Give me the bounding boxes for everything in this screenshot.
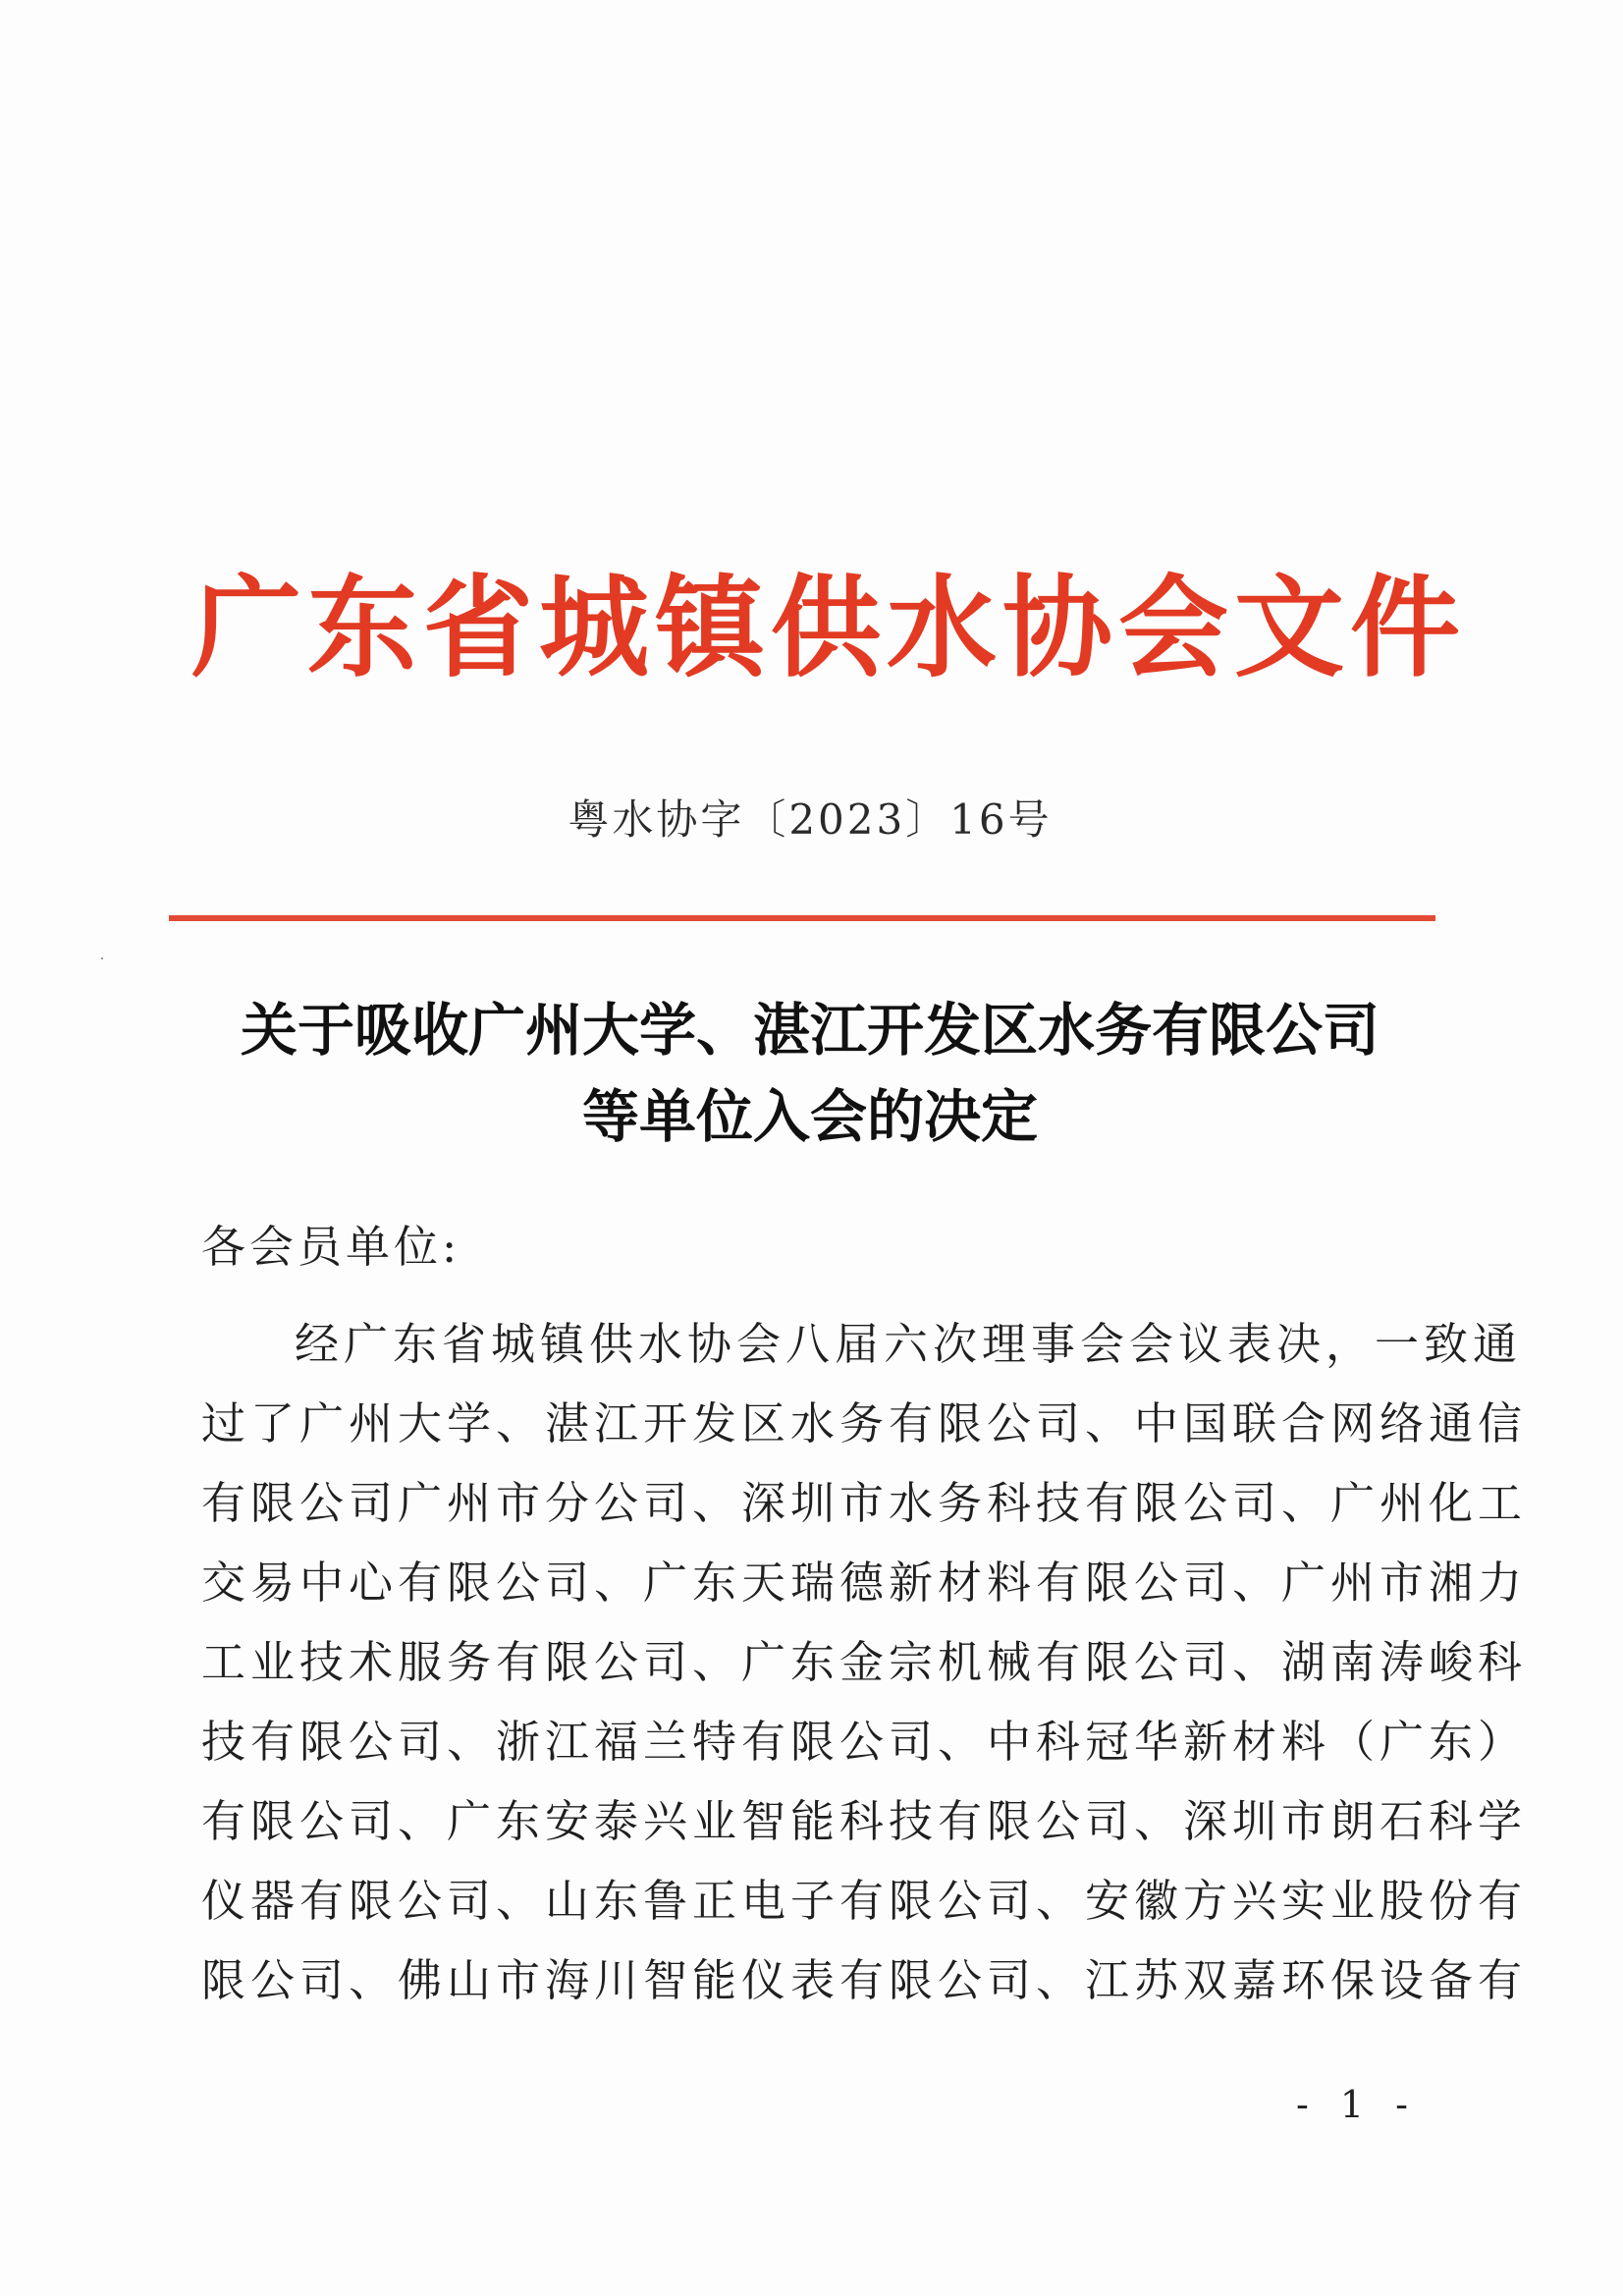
scan-speck — [101, 957, 103, 959]
page-number: - 1 - — [1296, 2083, 1419, 2126]
document-title — [147, 987, 1473, 1160]
body-line: 有限公司广州市分公司、深圳市水务科技有限公司、广州化工 — [201, 1477, 1528, 1529]
body-line: 有限公司、广东安泰兴业智能科技有限公司、深圳市朗石科学 — [201, 1795, 1528, 1847]
body-line: 交易中心有限公司、广东天瑞德新材料有限公司、广州市湘力 — [201, 1557, 1528, 1609]
body-line: 工业技术服务有限公司、广东金宗机械有限公司、湖南涛峻科 — [201, 1636, 1528, 1688]
body-line: 限公司、佛山市海川智能仪表有限公司、江苏双嘉环保设备有 — [201, 1954, 1528, 2006]
document-number: 粤水协字〔2023〕16号 — [568, 795, 1053, 844]
salutation: 各会员单位: — [201, 1221, 461, 1273]
red-divider — [169, 915, 1435, 921]
document-title-line-1: 关于吸收广州大学、湛江开发区水务有限公司 — [240, 997, 1380, 1064]
body-line: 仪器有限公司、山东鲁正电子有限公司、安徽方兴实业股份有 — [201, 1875, 1528, 1927]
body-line: 过了广州大学、湛江开发区水务有限公司、中国联合网络通信 — [201, 1397, 1528, 1449]
body-text — [201, 1304, 1528, 2020]
document-title-line-2: 等单位入会的决定 — [581, 1083, 1038, 1150]
masthead-title: 广东省城镇供水协会文件 — [191, 564, 1466, 692]
body-line: 经广东省城镇供水协会八届六次理事会会议表决，一致通 — [295, 1318, 1523, 1370]
body-line: 技有限公司、浙江福兰特有限公司、中科冠华新材料（广东） — [201, 1716, 1528, 1768]
